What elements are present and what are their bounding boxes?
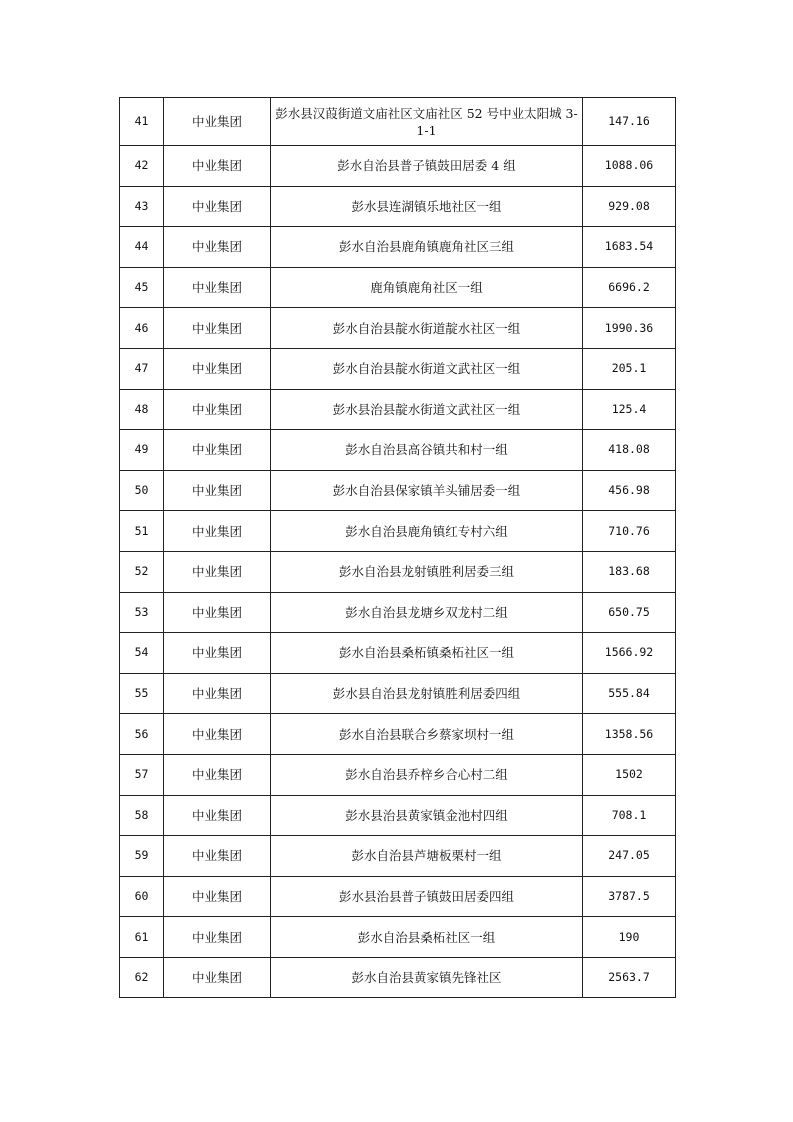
row-number: 50 — [120, 470, 164, 511]
amount: 3787.5 — [583, 876, 676, 917]
company-name: 中业集团 — [164, 430, 271, 471]
row-number: 58 — [120, 795, 164, 836]
amount: 650.75 — [583, 592, 676, 633]
table-row — [120, 470, 676, 511]
address: 彭水县治县黄家镇金池村四组 — [271, 795, 583, 836]
address: 彭水自治县乔梓乡合心村二组 — [271, 754, 583, 795]
address: 彭水自治县桑柘镇桑柘社区一组 — [271, 633, 583, 674]
company-name: 中业集团 — [164, 146, 271, 187]
table-row — [120, 754, 676, 795]
company-name: 中业集团 — [164, 98, 271, 146]
address: 彭水自治县普子镇鼓田居委 4 组 — [271, 146, 583, 187]
table-row — [120, 308, 676, 349]
company-name: 中业集团 — [164, 592, 271, 633]
company-name: 中业集团 — [164, 836, 271, 877]
amount: 710.76 — [583, 511, 676, 552]
company-name: 中业集团 — [164, 470, 271, 511]
address: 彭水自治县靛水街道文武社区一组 — [271, 348, 583, 389]
table-row — [120, 348, 676, 389]
company-name: 中业集团 — [164, 267, 271, 308]
table-row — [120, 511, 676, 552]
amount: 205.1 — [583, 348, 676, 389]
company-name: 中业集团 — [164, 186, 271, 227]
company-name: 中业集团 — [164, 795, 271, 836]
address: 彭水自治县靛水街道靛水社区一组 — [271, 308, 583, 349]
table-row — [120, 227, 676, 268]
row-number: 57 — [120, 754, 164, 795]
company-name: 中业集团 — [164, 876, 271, 917]
company-name: 中业集团 — [164, 917, 271, 958]
table-row — [120, 673, 676, 714]
table-body — [120, 98, 676, 998]
address: 彭水县汉葭街道文庙社区文庙社区 52 号中业太阳城 3-1-1 — [271, 98, 583, 146]
table-row — [120, 592, 676, 633]
table-row — [120, 389, 676, 430]
row-number: 49 — [120, 430, 164, 471]
table-row — [120, 957, 676, 998]
company-name: 中业集团 — [164, 633, 271, 674]
row-number: 44 — [120, 227, 164, 268]
company-name: 中业集团 — [164, 227, 271, 268]
row-number: 60 — [120, 876, 164, 917]
amount: 125.4 — [583, 389, 676, 430]
address: 彭水自治县桑柘社区一组 — [271, 917, 583, 958]
document-page — [119, 97, 675, 998]
address: 彭水县自治县龙射镇胜利居委四组 — [271, 673, 583, 714]
address: 彭水自治县联合乡蔡家坝村一组 — [271, 714, 583, 755]
address: 彭水县连湖镇乐地社区一组 — [271, 186, 583, 227]
address: 彭水自治县黄家镇先锋社区 — [271, 957, 583, 998]
table-row — [120, 186, 676, 227]
amount: 1990.36 — [583, 308, 676, 349]
amount: 456.98 — [583, 470, 676, 511]
table-row — [120, 836, 676, 877]
row-number: 53 — [120, 592, 164, 633]
address: 彭水自治县芦塘板栗村一组 — [271, 836, 583, 877]
amount: 183.68 — [583, 551, 676, 592]
address: 彭水自治县保家镇羊头铺居委一组 — [271, 470, 583, 511]
row-number: 45 — [120, 267, 164, 308]
company-name: 中业集团 — [164, 754, 271, 795]
amount: 929.08 — [583, 186, 676, 227]
address: 彭水自治县龙射镇胜利居委三组 — [271, 551, 583, 592]
amount: 555.84 — [583, 673, 676, 714]
row-number: 48 — [120, 389, 164, 430]
company-name: 中业集团 — [164, 714, 271, 755]
data-table — [119, 97, 676, 998]
row-number: 47 — [120, 348, 164, 389]
company-name: 中业集团 — [164, 673, 271, 714]
row-number: 55 — [120, 673, 164, 714]
row-number: 56 — [120, 714, 164, 755]
row-number: 59 — [120, 836, 164, 877]
amount: 2563.7 — [583, 957, 676, 998]
row-number: 42 — [120, 146, 164, 187]
amount: 147.16 — [583, 98, 676, 146]
company-name: 中业集团 — [164, 511, 271, 552]
table-row — [120, 98, 676, 146]
table-row — [120, 876, 676, 917]
table-row — [120, 551, 676, 592]
row-number: 43 — [120, 186, 164, 227]
table-row — [120, 430, 676, 471]
table-row — [120, 633, 676, 674]
company-name: 中业集团 — [164, 389, 271, 430]
row-number: 46 — [120, 308, 164, 349]
address: 彭水自治县鹿角镇红专村六组 — [271, 511, 583, 552]
company-name: 中业集团 — [164, 348, 271, 389]
row-number: 62 — [120, 957, 164, 998]
row-number: 54 — [120, 633, 164, 674]
amount: 247.05 — [583, 836, 676, 877]
address: 彭水县治县靛水街道文武社区一组 — [271, 389, 583, 430]
row-number: 41 — [120, 98, 164, 146]
row-number: 51 — [120, 511, 164, 552]
amount: 1088.06 — [583, 146, 676, 187]
amount: 1358.56 — [583, 714, 676, 755]
amount: 418.08 — [583, 430, 676, 471]
amount: 1683.54 — [583, 227, 676, 268]
company-name: 中业集团 — [164, 551, 271, 592]
table-row — [120, 714, 676, 755]
table-row — [120, 146, 676, 187]
address: 鹿角镇鹿角社区一组 — [271, 267, 583, 308]
table-row — [120, 267, 676, 308]
amount: 6696.2 — [583, 267, 676, 308]
company-name: 中业集团 — [164, 957, 271, 998]
amount: 190 — [583, 917, 676, 958]
address: 彭水自治县高谷镇共和村一组 — [271, 430, 583, 471]
table-row — [120, 917, 676, 958]
address: 彭水县治县普子镇鼓田居委四组 — [271, 876, 583, 917]
amount: 1502 — [583, 754, 676, 795]
address: 彭水自治县龙塘乡双龙村二组 — [271, 592, 583, 633]
row-number: 52 — [120, 551, 164, 592]
company-name: 中业集团 — [164, 308, 271, 349]
amount: 708.1 — [583, 795, 676, 836]
row-number: 61 — [120, 917, 164, 958]
address: 彭水自治县鹿角镇鹿角社区三组 — [271, 227, 583, 268]
table-row — [120, 795, 676, 836]
amount: 1566.92 — [583, 633, 676, 674]
